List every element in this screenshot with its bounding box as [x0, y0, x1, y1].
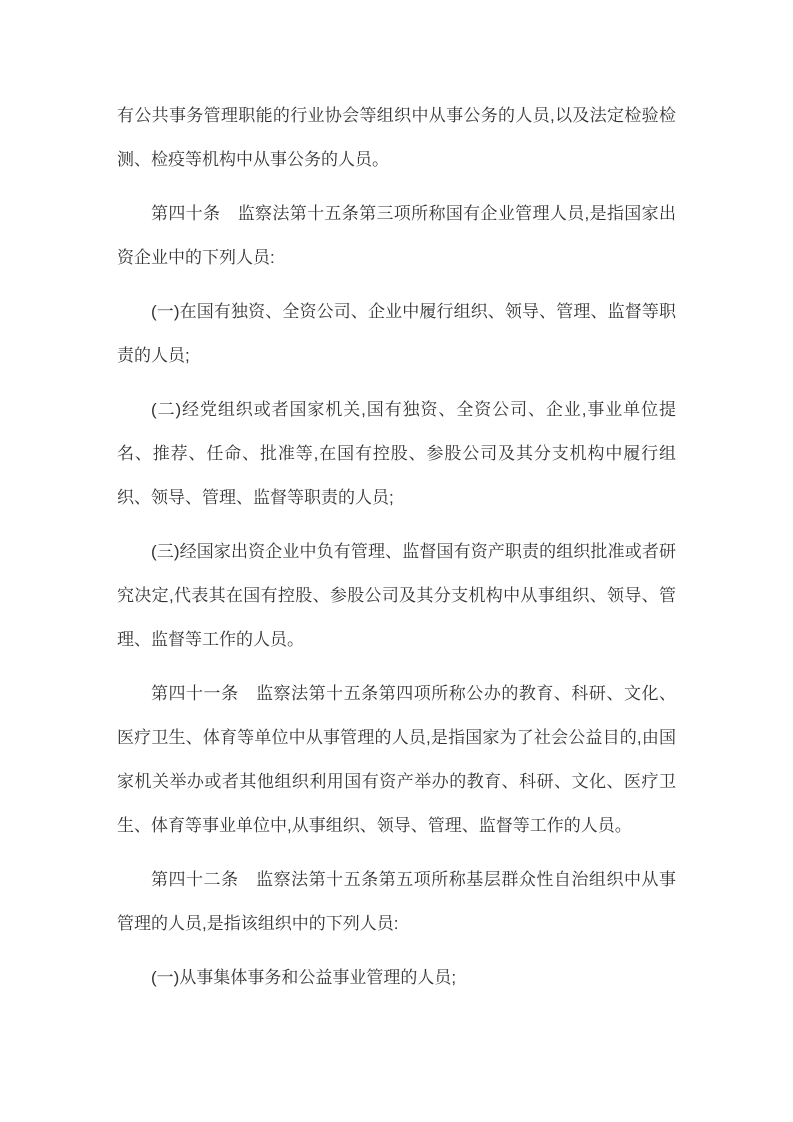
paragraph: (一)在国有独资、全资公司、企业中履行组织、领导、管理、监督等职责的人员;: [117, 302, 676, 365]
paragraph: (三)经国家出资企业中负有管理、监督国有资产职责的组织批准或者研究决定,代表其在国有控股、参股公司及其分支机构中从事组织、领导、管理、监督等工作的人员。: [117, 542, 676, 649]
paragraph: 第四十条 监察法第十五条第三项所称国有企业管理人员,是指国家出资企业中的下列人员:: [117, 204, 676, 267]
paragraph: 有公共事务管理职能的行业协会等组织中从事公务的人员,以及法定检验检测、检疫等机构中从事公务的人员。: [117, 106, 676, 169]
paragraph: 第四十二条 监察法第十五条第五项所称基层群众性自治组织中从事管理的人员,是指该组织中的下列人员:: [117, 870, 676, 933]
paragraph: (一)从事集体事务和公益事业管理的人员;: [151, 968, 457, 987]
article-body: [117, 94, 676, 1000]
paragraph: (二)经党组织或者国家机关,国有独资、全资公司、企业,事业单位提名、推荐、任命、批准等,在国有控股、参股公司及其分支机构中履行组织、领导、管理、监督等职责的人员;: [117, 400, 676, 507]
paragraph: 第四十一条 监察法第十五条第四项所称公办的教育、科研、文化、医疗卫生、体育等单位中从事管理的人员,是指国家为了社会公益目的,由国家机关举办或者其他组织利用国有资产举办的教育、科研、文化、医疗卫生、体育等事业单位中,从事组织、领导、管理、监督等工作的人员。: [117, 684, 676, 835]
